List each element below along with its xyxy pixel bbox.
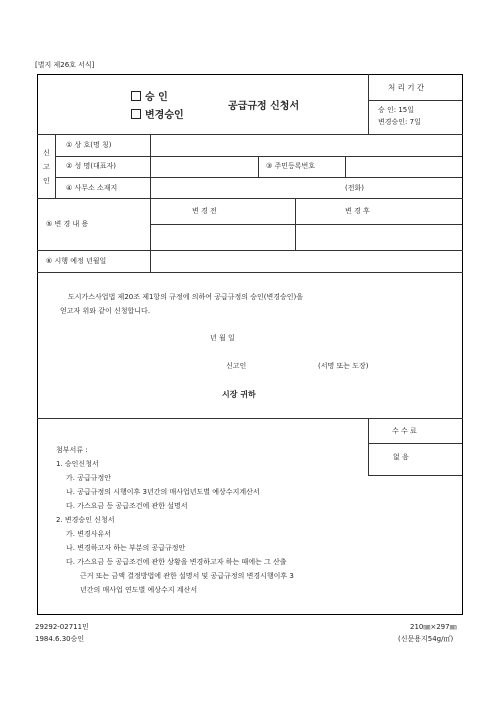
attachment-item: 다. 가스요금 등 공급조건에 관한 설명서 (66, 502, 188, 510)
statement-line-2: 얻고자 위와 같이 신청합니다. (60, 307, 151, 315)
attachment-item: 나. 변경하고자 하는 부분의 공급규정안 (66, 544, 186, 552)
form-number-label: [별지 제26호 서식] (35, 61, 95, 69)
attachment-item: 근거 또는 금액 결정방법에 관한 설명서 및 공급규정의 변경시행이후 3 (80, 572, 294, 580)
footer-paper-type: (신문용지54g/㎡) (398, 635, 454, 643)
attachment-item: 나. 공급규정의 시행이후 3년간의 매사업년도별 예상수지계산서 (66, 488, 260, 496)
phone-label: (전화) (345, 184, 364, 192)
footer-approval-date: 1984.6.30승인 (35, 635, 85, 643)
attachment-item: 가. 변경사유서 (66, 530, 112, 538)
effective-date-field[interactable] (152, 252, 460, 271)
representative-name-label: ② 성 명(대표자) (66, 162, 116, 170)
business-name-label: ① 상 호(명 칭) (66, 141, 112, 149)
attachment-item: 가. 공급규정안 (66, 474, 112, 482)
footer-paper-size: 210㎜×297㎜ (410, 623, 457, 631)
processing-period-label: 처 리 기 간 (388, 83, 425, 92)
fee-label: 수 수 료 (392, 427, 417, 435)
form-title: 공급규정 신청서 (228, 101, 300, 112)
after-change-field[interactable] (297, 226, 460, 249)
office-address-field[interactable] (152, 179, 460, 197)
representative-name-field[interactable] (152, 158, 256, 176)
before-change-label: 변 경 전 (192, 207, 217, 215)
application-date: 년 월 일 (210, 334, 235, 342)
footer-form-code: 29292-02711민 (35, 623, 89, 631)
resident-number-field[interactable] (347, 158, 460, 176)
option-approval: 승 인 (131, 88, 168, 103)
applicant-side-label-2: 고 (43, 163, 50, 171)
change-content-label: ⑤ 변 경 내 용 (46, 220, 89, 228)
attachments-heading: 첨부서류 : (56, 446, 88, 454)
after-change-label: 변 경 후 (345, 207, 370, 215)
resident-number-label: ③ 주민등록번호 (266, 162, 316, 170)
processing-change-days: 변경승인: 7일 (378, 118, 421, 126)
statement-line-1: 도시가스사업법 제20조 제1항의 규정에 의하여 공급규정의 승인(변경승인)을 (68, 293, 304, 301)
processing-approval-days: 승 인: 15일 (378, 106, 415, 114)
attachment-item: 다. 가스요금 등 공급조건에 관한 상황을 변경하고자 하는 때에는 그 산출 (66, 558, 287, 566)
attachment-item: 2. 변경승인 신청서 (56, 516, 115, 524)
recipient-label: 시장 귀하 (222, 390, 256, 399)
fee-value: 없 음 (393, 453, 409, 461)
approval-checkbox[interactable] (131, 91, 141, 101)
attachment-item: 년간의 매사업 연도별 예상수지 계산서 (80, 586, 198, 594)
effective-date-label: ⑥ 시행 예정 년월일 (46, 257, 107, 265)
applicant-side-label-3: 인 (43, 177, 50, 185)
signature-or-seal-label: (서명 또는 도장) (318, 362, 369, 370)
before-change-field[interactable] (152, 226, 293, 249)
attachment-item: 1. 승인신청서 (56, 460, 99, 468)
business-name-field[interactable] (152, 136, 460, 155)
office-address-label: ④ 사무소 소재지 (66, 184, 118, 192)
change-approval-checkbox[interactable] (131, 109, 141, 119)
option-change-approval: 변경승인 (131, 106, 184, 121)
applicant-side-label-1: 신 (43, 149, 50, 157)
applicant-signature-label: 신고인 (226, 362, 247, 370)
